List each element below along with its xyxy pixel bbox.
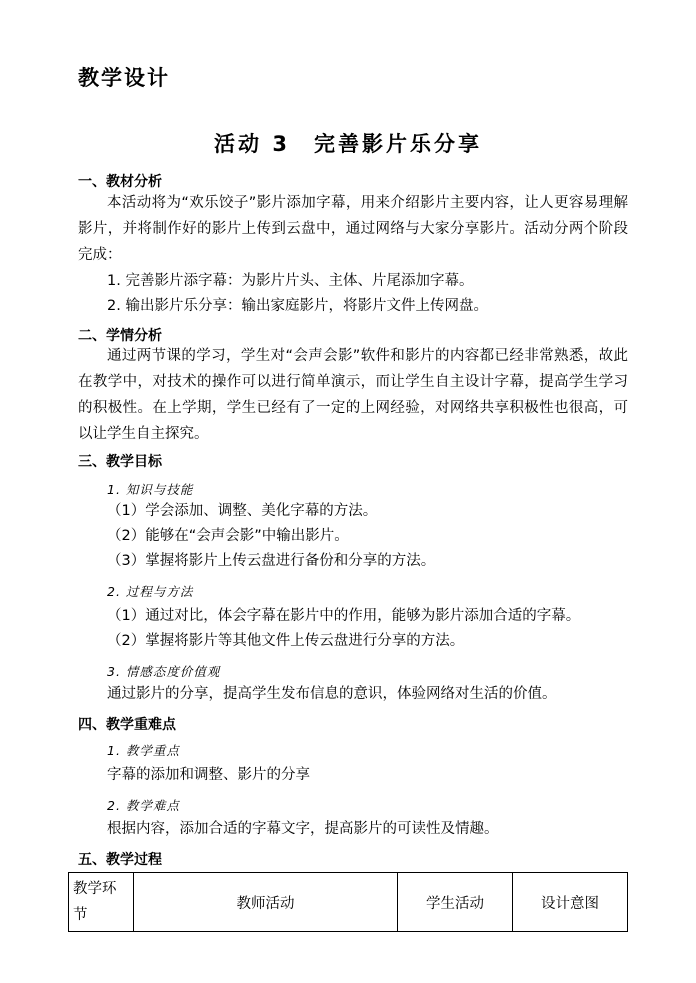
list-item: （3）掌握将影片上传云盘进行备份和分享的方法。 — [107, 553, 436, 569]
table-header-stage: 教学环节 — [69, 873, 134, 932]
section-heading-objectives: 三、教学目标 — [78, 454, 162, 470]
section-heading-key-points: 四、教学重难点 — [78, 717, 176, 733]
list-item: （2）能够在“会声会影”中输出影片。 — [107, 528, 349, 544]
teaching-process-table — [68, 872, 628, 932]
list-item: 1. 完善影片添字幕：为影片片头、主体、片尾添加字幕。 — [107, 273, 474, 289]
table-header-intent: 设计意图 — [513, 873, 628, 932]
table-header-teacher: 教师活动 — [134, 873, 398, 932]
values-text: 通过影片的分享，提高学生发布信息的意识，体验网络对生活的价值。 — [107, 686, 557, 702]
section-heading-process: 五、教学过程 — [78, 852, 162, 868]
list-item: （1）通过对比，体会字幕在影片中的作用，能够为影片添加合适的字幕。 — [107, 608, 581, 624]
subheading-values: 3. 情感态度价值观 — [107, 664, 221, 679]
section-paragraph-learners: 通过两节课的学习，学生对“会声会影”软件和影片的内容都已经非常熟悉，故此在教学中，对技术的操作可以进行简单演示，而让学生自主设计字幕，提高学生学习的积极性。在上学期，学生已经有了一定的上网经验，对网络共享积极性也很高，可以让学生自主探究。 — [78, 348, 628, 442]
subheading-knowledge: 1. 知识与技能 — [107, 482, 194, 497]
subheading-key-point: 1. 教学重点 — [107, 743, 180, 758]
section-heading-analysis: 一、教材分析 — [78, 174, 162, 190]
key-point-text: 字幕的添加和调整、影片的分享 — [107, 767, 310, 783]
subheading-difficulty: 2. 教学难点 — [107, 798, 180, 813]
document-heading: 教学设计 — [78, 66, 170, 90]
list-item: 2. 输出影片乐分享：输出家庭影片，将影片文件上传网盘。 — [107, 298, 488, 314]
section-heading-learners: 二、学情分析 — [78, 328, 162, 344]
section-paragraph-analysis: 本活动将为“欢乐饺子”影片添加字幕，用来介绍影片主要内容，让人更容易理解影片，并将制作好的影片上传到云盘中，通过网络与大家分享影片。活动分两个阶段完成： — [78, 195, 628, 263]
list-item: （1）学会添加、调整、美化字幕的方法。 — [107, 503, 378, 519]
difficulty-text: 根据内容，添加合适的字幕文字，提高影片的可读性及情趣。 — [107, 821, 499, 837]
list-item: （2）掌握将影片等其他文件上传云盘进行分享的方法。 — [107, 633, 465, 649]
table-header-student: 学生活动 — [398, 873, 513, 932]
table-row — [69, 873, 628, 932]
subheading-process: 2. 过程与方法 — [107, 584, 194, 599]
page-title: 活动 3 完善影片乐分享 — [214, 132, 482, 156]
